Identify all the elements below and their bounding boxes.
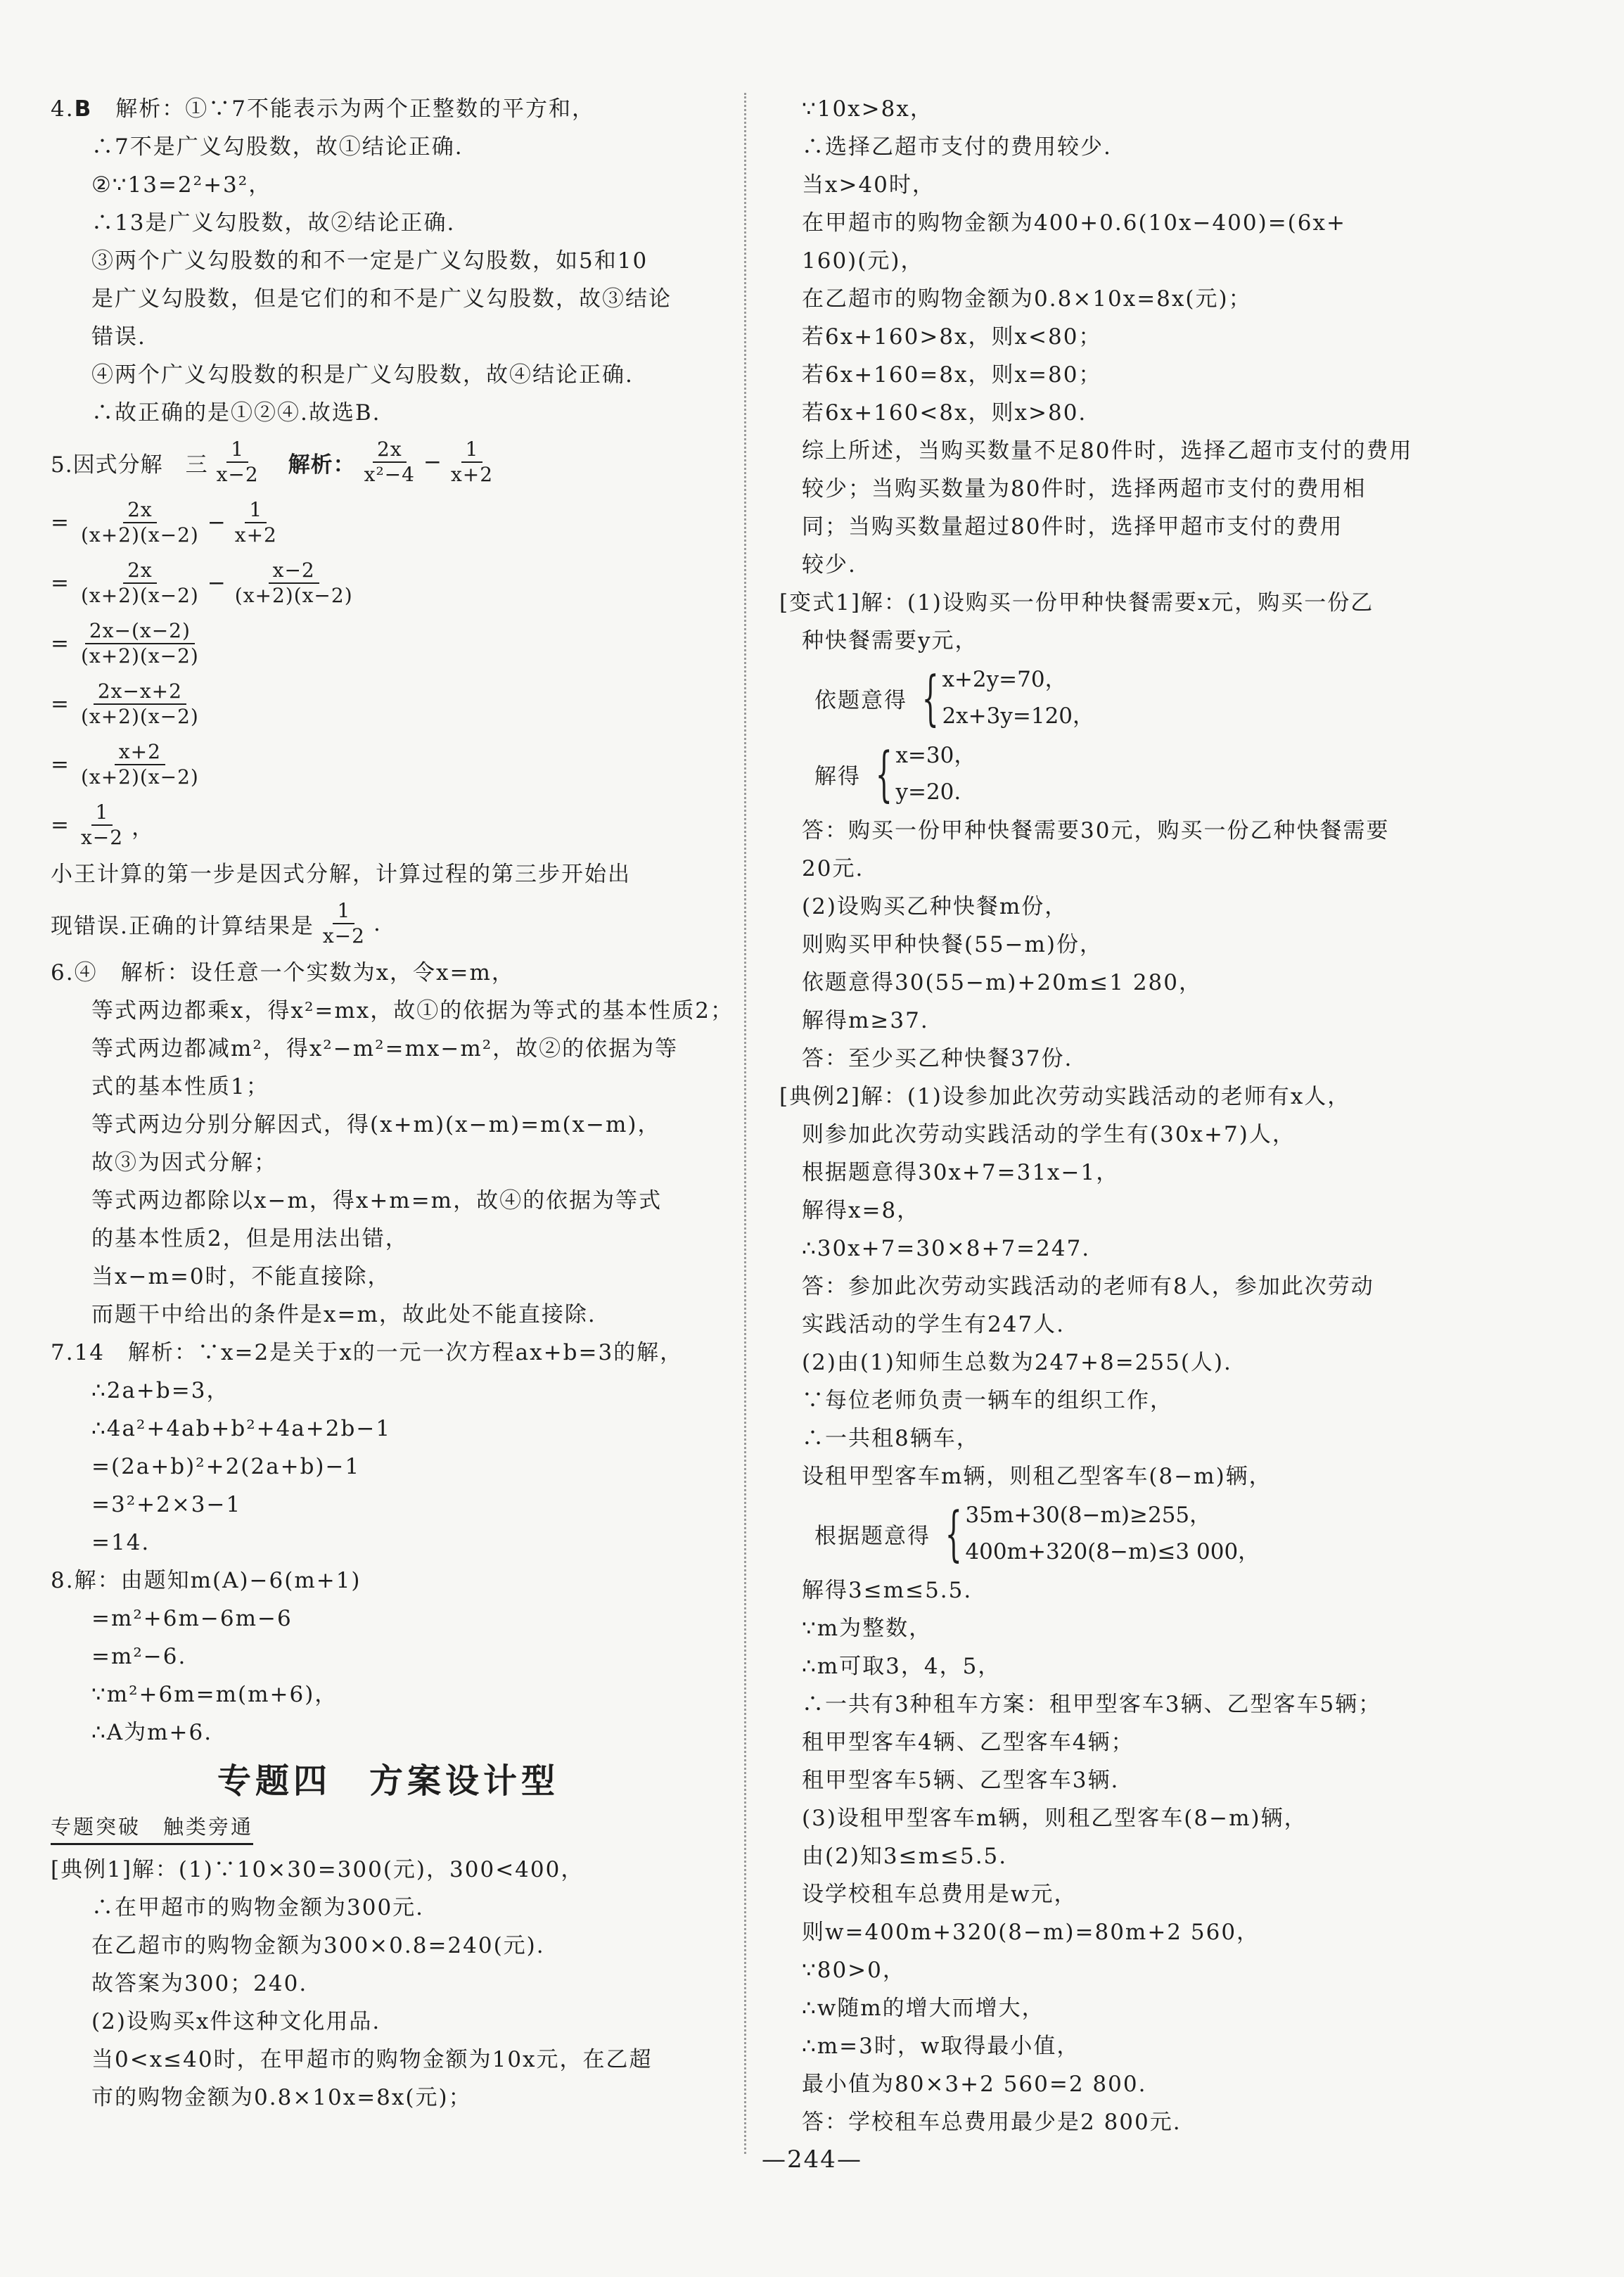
text-line: [典例1]解：(1)∵10×30=300(元)，300<400， [51,1857,584,1882]
text-line: ④两个广义勾股数的积是广义勾股数，故④结论正确. [91,362,634,388]
text-line: 则购买甲种快餐(55−m)份， [802,932,1104,957]
text-line: 解得3≤m≤5.5. [802,1578,973,1603]
example-1 [51,1851,726,2117]
text-line: 若6x+160=8x，则x=80； [802,362,1102,388]
text-line: ∴7不是广义勾股数，故①结论正确. [91,134,463,160]
text-line: 依题意得30(55−m)+20m≤1 280， [802,970,1202,995]
text-line: 市的购物金额为0.8×10x=8x(元)； [91,2085,472,2110]
text-line: ∴一共租8辆车， [802,1426,980,1451]
text-line: 等式两边都减m²，得x²−m²=mx−m²，故②的依据为等 [91,1036,679,1061]
right-block-b [774,812,1583,1495]
column-divider [744,93,746,2154]
text-line: 故答案为300；240. [91,1971,308,1996]
text-line: (2)由(1)知师生总数为247+8=255(人). [802,1350,1232,1375]
text-line: 等式两边分别分解因式，得(x+m)(x−m)=m(x−m)， [91,1112,661,1137]
text-line: 故③为因式分解； [91,1150,277,1175]
text-line: 综上所述，当购买数量不足80件时，选择乙超市支付的费用 [802,438,1413,464]
text-line: 租甲型客车4辆、乙型客车4辆； [802,1730,1134,1755]
text-line: 解得m≥37. [802,1008,929,1033]
text-line: (2)设购买乙种快餐m份， [802,894,1068,919]
left-column [51,90,734,2117]
text-line: 而题干中给出的条件是x=m，故此处不能直接除. [91,1302,596,1327]
text-line: 8.解：由题知m(A)−6(m+1) [51,1568,362,1593]
equation-system-2: 解得 { x=30， y=20. [814,739,976,808]
text-line: 则参加此次劳动实践活动的学生有(30x+7)人， [802,1122,1296,1147]
text-line: ∴m可取3，4，5， [802,1654,1002,1679]
text-line: =m²−6. [91,1644,187,1669]
text-line: 同；当购买数量超过80件时，选择甲超市支付的费用 [802,514,1343,540]
q5-jiexi-label: 解析： [288,452,356,478]
text-line: 设学校租车总费用是w元， [802,1882,1078,1907]
text-line: 7.14 解析：∵x=2是关于x的一元一次方程ax+b=3的解， [51,1340,684,1365]
text-line: 若6x+160<8x，则x>80. [802,400,1087,426]
text-line: 错误. [91,324,146,350]
text-line: 20元. [802,856,864,881]
right-block-a [774,90,1583,660]
text-line: ∴故正确的是①②④.故选B. [91,400,381,426]
text-line: 最小值为80×3+2 560=2 800. [802,2072,1147,2097]
q5-conclusion-2: 现错误.正确的计算结果是 $\frac{1}{x-2}$ . [51,899,381,948]
q5-header: 5.因式分解 三 $\frac{1}{x-2}$ 解析： $\frac{2x}{\text{x²−4}}$ − $\frac{1}{x+2}$ [51,438,494,486]
text-line: 答：至少买乙种快餐37份. [802,1046,1073,1071]
text-line: 在乙超市的购物金额为300×0.8=240(元). [91,1933,545,1958]
text-line: 答：学校租车总费用最少是2 800元. [802,2110,1182,2135]
text-line: ②∵13=2²+3²， [91,172,272,198]
text-line: 在乙超市的购物金额为0.8×10x=8x(元)； [802,286,1252,312]
q5-steps [51,492,726,855]
text-line: ∴m=3时，w取得最小值， [802,2034,1080,2059]
text-line: ∴选择乙超市支付的费用较少. [802,134,1112,160]
text-line: 当x−m=0时，不能直接除， [91,1264,391,1289]
text-line: [典例2]解：(1)设参加此次劳动实践活动的老师有x人， [779,1084,1351,1109]
text-line: [变式1]解：(1)设购买一份甲种快餐需要x元，购买一份乙 [779,590,1374,616]
text-line: 等式两边都除以x−m，得x+m=m，故④的依据为等式 [91,1188,663,1213]
text-line: (3)设租甲型客车m辆，则租乙型客车(8−m)辆， [802,1806,1307,1831]
text-line: 设租甲型客车m辆，则租乙型客车(8−m)辆， [802,1464,1272,1489]
text-line: 的基本性质2，但是用法出错， [91,1226,409,1251]
text-line: 实践活动的学生有247人. [802,1312,1066,1337]
text-line: ∴30x+7=30×8+7=247. [802,1236,1091,1261]
inequality-system: 根据题意得 { 35m+30(8−m)≥255， 400m+320(8−m)≤3 000， [814,1499,1260,1568]
text-line: 答：参加此次劳动实践活动的老师有8人，参加此次劳动 [802,1274,1374,1299]
text-line: ∵m²+6m=m(m+6)， [91,1682,338,1707]
text-line: ∵10x>8x， [802,96,933,122]
text-line: 当x>40时， [802,172,935,198]
text-line: 是广义勾股数，但是它们的和不是广义勾股数，故③结论 [91,286,672,312]
text-line: =14. [91,1530,151,1555]
fraction-step: = $\frac{2x}{(x+2)(x-2)}$ − $\frac{1}{x+2}$ [51,498,277,547]
text-line: 较少；当购买数量为80件时，选择两超市支付的费用相 [802,476,1367,502]
text-line: ③两个广义勾股数的和不一定是广义勾股数，如5和10 [91,248,648,274]
text-line: 4.B 解析：①∵7不能表示为两个正整数的平方和， [51,96,595,122]
text-line: =(2a+b)²+2(2a+b)−1 [91,1454,361,1479]
text-line: 根据题意得30x+7=31x−1， [802,1160,1120,1185]
question-7 [51,1334,726,1562]
text-line: 种快餐需要y元， [802,628,978,653]
question-4 [51,90,726,432]
question-5 [51,432,726,954]
text-line: 由(2)知3≤m≤5.5. [802,1844,1008,1869]
text-line: ∵80>0， [802,1958,906,1983]
section-subhead: 专题突破 触类旁通 [51,1811,253,1845]
page-number: —244— [762,2145,862,2174]
text-line: ∴2a+b=3， [91,1378,230,1403]
text-line: 等式两边都乘x，得x²=mx，故①的依据为等式的基本性质2； [91,998,734,1023]
fraction-step: = $\frac{2x-x+2}{(x+2)(x-2)}$ [51,680,199,728]
q5-conclusion-1: 小王计算的第一步是因式分解，计算过程的第三步开始出 [51,862,631,887]
text-line: 160)(元)， [802,248,924,274]
text-line: 6.④ 解析：设任意一个实数为x，令x=m， [51,960,515,986]
text-line: ∴A为m+6. [91,1720,213,1745]
right-column [774,90,1583,2141]
text-line: ∴一共有3种租车方案：租甲型客车3辆、乙型客车5辆； [802,1692,1382,1717]
text-line: (2)设购买x件这种文化用品. [91,2009,381,2034]
text-line: ∴4a²+4ab+b²+4a+2b−1 [91,1416,392,1441]
text-line: 式的基本性质1； [91,1074,269,1099]
text-line: ∵m为整数， [802,1616,933,1641]
text-line: 在甲超市的购物金额为400+0.6(10x−400)=(6x+ [802,210,1346,236]
question-6 [51,954,734,1334]
q5-answer-fraction: $\frac{1}{x-2}$ [216,438,259,486]
text-line: ∴13是广义勾股数，故②结论正确. [91,210,456,236]
fraction-step: = $\frac{2x}{(x+2)(x-2)}$ − $\frac{x-2}{(x+2)(x-2)}$ [51,559,353,607]
text-line: ∴在甲超市的购物金额为300元. [91,1895,425,1920]
fraction-step: = $\frac{1}{x-2}$ ， [51,801,155,849]
right-block-c [774,1571,1583,2141]
text-line: 当0<x≤40时，在甲超市的购物金额为10x元，在乙超 [91,2047,653,2072]
text-line: 若6x+160>8x，则x<80； [802,324,1102,350]
question-8 [51,1562,726,1752]
text-line: ∵每位老师负责一辆车的组织工作， [802,1388,1173,1413]
text-line: 解得x=8， [802,1198,921,1223]
text-line: =m²+6m−6m−6 [91,1606,293,1631]
text-line: 答：购买一份甲种快餐需要30元，购买一份乙种快餐需要 [802,818,1390,843]
q5-head: 5.因式分解 三 [51,452,208,478]
text-line: =3²+2×3−1 [91,1492,242,1517]
section-title: 专题四 方案设计型 [217,1761,559,1801]
text-line: 租甲型客车5辆、乙型客车3辆. [802,1768,1120,1793]
text-line: 则w=400m+320(8−m)=80m+2 560， [802,1920,1260,1945]
text-line: ∴w随m的增大而增大， [802,1996,1045,2021]
text-line: 较少. [802,552,857,578]
fraction-step: = $\frac{x+2}{(x+2)(x-2)}$ [51,740,199,789]
fraction-step: = $\frac{2x-(x-2)}{(x+2)(x-2)}$ [51,619,199,668]
equation-system-1: 依题意得 { x+2y=70， 2x+3y=120， [814,663,1095,732]
